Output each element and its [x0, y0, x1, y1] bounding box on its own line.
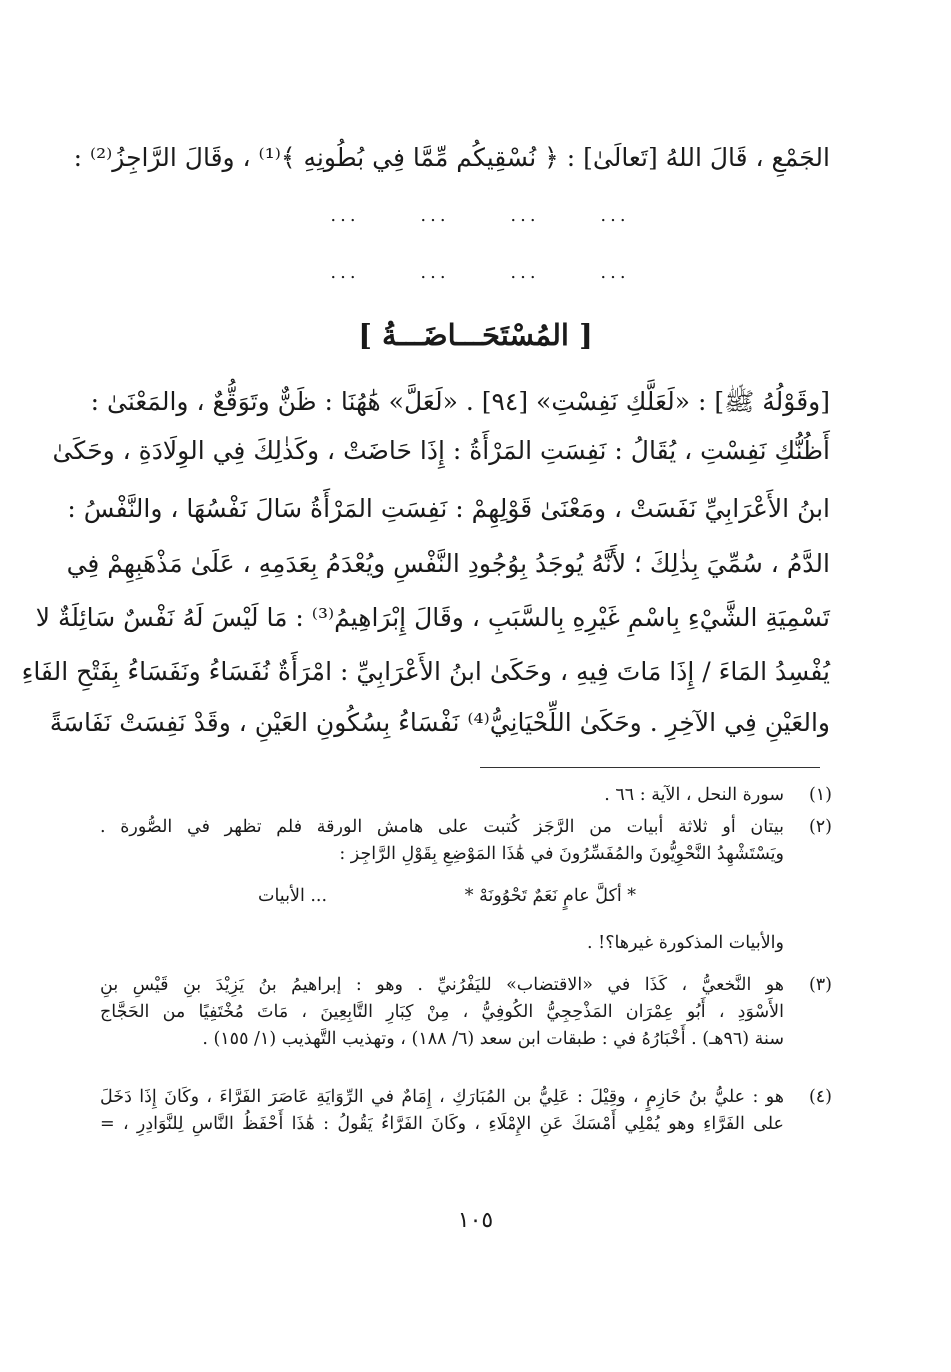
ellipsis: ...: [330, 262, 360, 283]
footnote-line: سنة (٩٦هـ) . أَخْبَارُهُ في : طبقات ابن سعد (٦/ ١٨٨) ، وتهذيب التَّهذيب (١/ ١٥٥) .: [202, 1029, 784, 1049]
ellipsis: ...: [510, 262, 540, 283]
ellipsis: ...: [510, 205, 540, 226]
footnote-line: بيتان أو ثلاثة أبيات من الرَّجَز كُتبت على هامش الورقة فلم تظهر في الصُّورة .: [100, 817, 784, 837]
footnote-line: هو النَّخعيُّ ، كَذَا في «الاقتضاب» لليَفْرُنيِّ . وهو : إبراهيمُ بنُ يَزِيْدَ بنِ قَيْسِ بنِ: [100, 975, 784, 995]
opening-line: الجَمْعِ ، قَالَ اللهُ [تَعالَىٰ] : ﴿ نُسْقِيكُم مِّمَّا فِي بُطُونِهِ ﴾⁽¹⁾ ، وقَالَ الرَّاجِزُ⁽²⁾ :: [73, 143, 830, 172]
footnote-number: (٣): [808, 975, 832, 995]
ellipsis: ...: [330, 205, 360, 226]
body-line: تَسْمِيَةِ الشَّيْءِ بِاسْمِ غَيْرِهِ بِالسَّبَبِ ، وقَالَ إِبْرَاهِيمُ⁽³⁾ : مَا لَيْسَ لَهُ نَفْسٌ سَائِلَةٌ لا: [35, 603, 830, 632]
footnote-line: هو : عليُّ بنُ حَازِمٍ ، وقِيْلَ : عَلِيُّ بن المُبَارَكِ ، إِمَامٌ في الرِّوَايَةِ عَاصَرَ الفَرَّاءَ ، وكَانَ إِذَا دَخَلَ: [100, 1087, 784, 1107]
footnote-1: [100, 782, 832, 809]
page-number: ١٠٥: [457, 1208, 494, 1233]
footnote-number: (٤): [808, 1087, 832, 1107]
footnote-4: [100, 1084, 832, 1138]
footnote-number: (٢): [808, 817, 832, 837]
body-line: يُفْسِدُ المَاءَ / إِذَا مَاتَ فِيهِ ، وحَكَىٰ ابنُ الأَعْرَابِيِّ : امْرَأَةٌ نُفَسَاءُ ونَفَسَاءُ بِفَتْحِ الفَاءِ: [21, 657, 830, 686]
section-heading: [ المُسْتَحَـــاضَـــةُ ]: [358, 318, 593, 352]
footnote-2: [100, 814, 832, 868]
footnote-2-after: [100, 930, 832, 957]
ellipsis: ...: [420, 205, 450, 226]
ellipsis: ...: [600, 205, 630, 226]
footnote-number: (١): [808, 785, 832, 805]
footnote-line: والأبيات المذكورة غيرها؟! .: [587, 933, 784, 953]
ellipsis-row-2: [300, 262, 660, 283]
verse-hemistich: * أكلَّ عامٍ نَعَمٌ تَحْوُونَهْ *: [464, 886, 636, 906]
verse-continuation: ... الأبيات: [258, 886, 328, 906]
body-line: ابنُ الأَعْرَابِيِّ نَفَسَتْ ، ومَعْنَىٰ قَوْلِهِمْ : نَفِسَتِ المَرْأَةُ سَالَ نَفْسُهَا ، والنَّفْسُ :: [67, 494, 830, 523]
body-line: أَظُنُّكِ نَفِسْتِ ، يُقَالُ : نَفِسَتِ المَرْأَةُ : إِذَا حَاضَتْ ، وكَذٰلِكَ فِي الوِلَادَةِ ، وحَكَىٰ: [52, 436, 830, 465]
footnote-line: الأَسْوَدِ ، أَبُو عِمْرَان المَذْحِجِيُّ الكُوفِيُّ ، مِنْ كِبَارِ التَّابِعِينَ ، مَاتَ مُخْتَفِيًا من الحَجَّاج: [100, 1002, 784, 1022]
footnote-3: [100, 972, 832, 1053]
footnote-line: سورة النحل ، الآية : ٦٦ .: [604, 785, 784, 805]
body-line: [وقَوْلُهُ ﷺ] : «لَعَلَّكِ نَفِسْتِ» [٩٤] . «لَعَلَّ» هَٰهُنَا : ظَنٌّ وتَوَقُّعٌ ، والمَعْنَىٰ :: [90, 387, 830, 416]
footnote-separator: [480, 767, 820, 768]
body-line: والعَيْنِ فِي الآخِرِ . وحَكَىٰ اللِّحْيَانِيُّ⁽⁴⁾ نَفْسَاءُ بِسُكُونِ العَيْنِ ، وقَدْ نَفِسَتْ نَفَاسَةً: [49, 708, 830, 737]
ellipsis: ...: [600, 262, 630, 283]
body-line: الدَّمُ ، سُمِّيَ بِذٰلِكَ ؛ لأَنَّهُ يُوجَدُ بِوُجُودِ النَّفْسِ ويُعْدَمُ بِعَدَمِهِ ، عَلَىٰ مَذْهَبِهِمْ فِي: [66, 549, 830, 578]
ellipsis: ...: [420, 262, 450, 283]
ellipsis-row-1: [300, 205, 660, 226]
footnote-line: على الفَرَّاءِ وهو يُمْلِي أَمْسَكَ عَنِ الإِمْلَاءِ ، وكَانَ الفَرَّاءُ يَقُولُ : هَٰذَا أَحْفَظُ النَّاسِ لِلنَّوَادِرِ ، =: [100, 1114, 784, 1134]
footnote-line: ويَسْتَشْهِدُ النَّحْوِيُّونَ والمُفَسِّرُونَ في هَٰذَا المَوْضِعِ بِقَوْلِ الرَّاجِز :: [339, 844, 784, 864]
